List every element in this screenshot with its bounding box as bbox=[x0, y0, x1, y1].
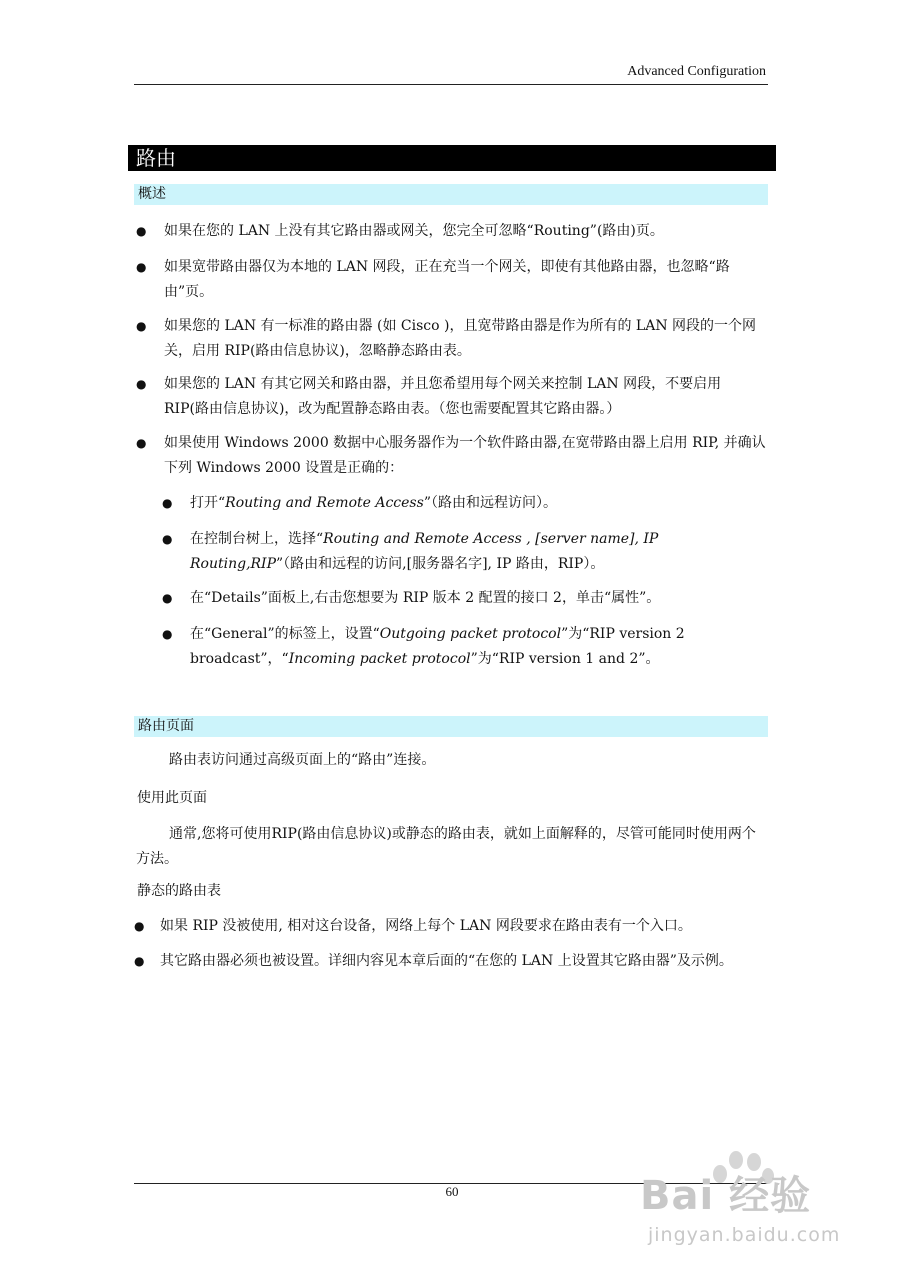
bullet-icon: ● bbox=[136, 377, 147, 391]
section-title: 路由 bbox=[128, 145, 776, 171]
list-item: ● 如果宽带路由器仅为本地的 LAN 网段，正在充当一个网关，即使有其他路由器，也忽略“路由”页。 bbox=[136, 255, 768, 305]
list-item: ● 如果使用 Windows 2000 数据中心服务器作为一个软件路由器,在宽带路由器上启用 RIP, 并确认下列 Windows 2000 设置是正确的： bbox=[136, 431, 768, 481]
list-item: ● 如果 RIP 没被使用, 相对这台设备，网络上每个 LAN 网段要求在路由表有一个入口。 bbox=[134, 914, 766, 939]
bullet-icon: ● bbox=[134, 919, 145, 933]
bullet-icon: ● bbox=[136, 436, 147, 450]
bullet-icon: ● bbox=[162, 591, 173, 605]
sub-list-item: ● 打开“Routing and Remote Access”（路由和远程访问）。 bbox=[162, 491, 768, 516]
use-page-label: 使用此页面 bbox=[137, 790, 207, 806]
bullet-icon: ● bbox=[134, 954, 145, 968]
overview-heading: 概述 bbox=[134, 184, 768, 205]
bullet-icon: ● bbox=[162, 532, 173, 546]
list-item: ● 如果在您的 LAN 上没有其它路由器或网关，您完全可忽略“Routing”(路由)页。 bbox=[136, 219, 768, 244]
sub-list-item: ● 在控制台树上，选择“Routing and Remote Access , [server name], IP Routing,RIP”（路由和远程的访问,[服务器名字], IP 路由，RIP）。 bbox=[162, 527, 768, 577]
static-table-label: 静态的路由表 bbox=[137, 883, 221, 899]
sub-list-item: ● 在“Details”面板上,右击您想要为 RIP 版本 2 配置的接口 2，单击“属性”。 bbox=[162, 586, 768, 611]
sub-list-item: ● 在“General”的标签上，设置“Outgoing packet protocol”为“RIP version 2 broadcast”，“Incoming packet protocol”为“RIP version 1 and 2”。 bbox=[162, 622, 768, 672]
bullet-icon: ● bbox=[162, 496, 173, 510]
header-divider bbox=[134, 84, 768, 85]
routing-page-intro: 路由表访问通过高级页面上的“路由”连接。 bbox=[169, 752, 436, 768]
watermark-url: jingyan.baidu.com bbox=[648, 1224, 841, 1246]
bullet-icon: ● bbox=[162, 627, 173, 641]
list-item: ● 如果您的 LAN 有其它网关和路由器，并且您希望用每个网关来控制 LAN 网段，不要启用 RIP(路由信息协议)，改为配置静态路由表。（您也需要配置其它路由器。） bbox=[136, 372, 768, 422]
routing-page-heading: 路由页面 bbox=[134, 716, 768, 737]
watermark-brand: Bai 经验 bbox=[640, 1173, 812, 1219]
bullet-icon: ● bbox=[136, 224, 147, 238]
running-header: Advanced Configuration bbox=[627, 64, 766, 79]
bullet-icon: ● bbox=[136, 260, 147, 274]
use-page-text: 通常,您将可使用RIP(路由信息协议)或静态的路由表，就如上面解释的，尽管可能同时使用两个方法。 bbox=[136, 826, 756, 867]
page-number: 60 bbox=[445, 1184, 459, 1199]
list-item: ● 如果您的 LAN 有一标准的路由器 (如 Cisco )，且宽带路由器是作为所有的 LAN 网段的一个网关，启用 RIP(路由信息协议)，忽略静态路由表。 bbox=[136, 314, 768, 364]
list-item: ● 其它路由器必须也被设置。详细内容见本章后面的“在您的 LAN 上设置其它路由器”及示例。 bbox=[134, 949, 766, 974]
bullet-icon: ● bbox=[136, 319, 147, 333]
